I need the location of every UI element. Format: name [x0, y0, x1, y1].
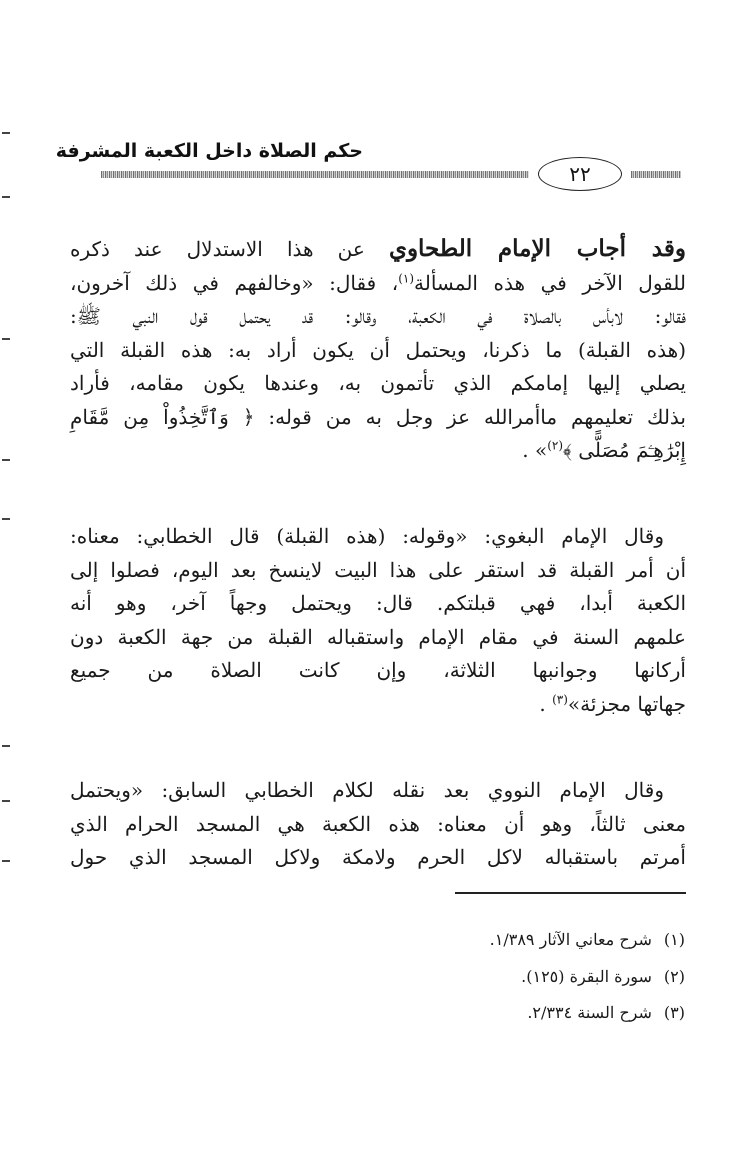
scan-edge-mark — [2, 860, 10, 862]
text-line: يصلي إليها إمامكم الذي تأتمون به، وعندها يكون مقامه، فأراد — [70, 371, 686, 395]
text-line: علمهم السنة في مقام الإمام واستقباله القبلة من جهة الكعبة دون — [70, 624, 686, 649]
footnote-number: (٣) — [663, 1003, 685, 1022]
page-number: ٢٢ — [538, 157, 622, 191]
scan-edge-mark — [2, 745, 10, 747]
text-fragment: عن هذا الاستدلال عند ذكره — [70, 237, 389, 261]
scan-edge-mark — [2, 132, 10, 134]
text-line: أن أمر القبلة قد استقر على هذا البيت لاينسخ بعد اليوم، فصلوا إلى — [70, 557, 686, 582]
text-fragment: . — [539, 691, 553, 716]
running-header-title: حكم الصلاة داخل الكعبة المشرفة — [55, 140, 363, 162]
footnote-separator — [455, 892, 686, 894]
footnote-item — [490, 922, 685, 959]
text-fragment: وقال الإمام النووي بعد نقله لكلام الخطابي السابق: «ويحتمل — [70, 778, 664, 802]
footnote-ref: (٢) — [547, 438, 564, 453]
footnote-ref: (١) — [398, 270, 415, 285]
paragraph-nawawi — [70, 774, 686, 875]
footnote-item — [490, 959, 685, 996]
text-line: (هذه القبلة) ما ذكرنا، ويحتمل أن يكون أراد به: هذه القبلة التي — [70, 337, 686, 362]
text-line: بذلك تعليمهم ماأمرالله عز وجل به من قوله: ﴿ وَٱتَّخِذُواْ مِن مَّقَامِ — [70, 404, 686, 429]
text-fragment: ، فقال: «وخالفهم في ذلك آخرون، — [70, 270, 399, 295]
footnote-number: (٢) — [663, 966, 685, 986]
scan-edge-mark — [2, 800, 10, 802]
text-line: فقالو: لابأس بالصلاة في الكعبة، وقالو: قد يحتمل قول النبي ﷺ: — [70, 304, 686, 328]
text-line: أمرتم باستقباله لاكل الحرم ولامكة ولاكل المسجد الذي حول — [70, 845, 686, 869]
text-line — [70, 520, 686, 554]
text-line: معنى ثالثاً، وهو أن معناه: هذه الكعبة هي المسجد الحرام الذي — [70, 811, 686, 836]
paragraph-tahawi — [70, 232, 686, 468]
scan-edge-mark — [2, 518, 10, 520]
header-decorative-rule — [101, 171, 529, 178]
text-line: الكعبة أبدا، فهي قبلتكم. قال: ويحتمل وجهاً آخر، وهو أنه — [70, 591, 686, 615]
text-fragment: للقول الآخر في هذه المسألة — [414, 270, 686, 295]
footnote-item — [490, 995, 685, 1032]
text-fragment: » . — [522, 438, 548, 462]
text-fragment: وقال الإمام البغوي: «وقوله: (هذه القبلة) قال الخطابي: معناه: — [70, 524, 664, 548]
text-line: أركانها وجوانبها الثلاثة، وإن كانت الصلاة من جميع — [70, 658, 686, 682]
text-line — [70, 688, 686, 722]
footnote-text: سورة البقرة (١٢٥). — [521, 966, 652, 986]
text-line — [70, 774, 686, 808]
footnote-text: شرح معاني الآثار ١/٣٨٩. — [489, 930, 652, 949]
quran-verse-fragment: إِبْرَٰهِـۧمَ مُصَلًّى ﴾ — [563, 438, 686, 462]
footnotes — [490, 922, 685, 1032]
text-line — [70, 434, 686, 468]
bold-lead-phrase: وقد أجاب الإمام الطحاوي — [388, 235, 686, 262]
footnote-text: شرح السنة ٢/٣٣٤. — [527, 1003, 652, 1022]
text-line — [70, 267, 686, 301]
paragraph-baghawi — [70, 520, 686, 721]
scan-edge-mark — [2, 196, 10, 198]
header-decorative-rule-short — [631, 171, 681, 178]
scan-edge-mark — [2, 338, 10, 340]
footnote-ref: (٣) — [552, 691, 568, 706]
scan-edge-mark — [2, 459, 10, 461]
footnote-number: (١) — [663, 930, 685, 949]
text-line — [70, 232, 686, 267]
text-fragment: جهاتها مجزئة» — [567, 691, 686, 716]
